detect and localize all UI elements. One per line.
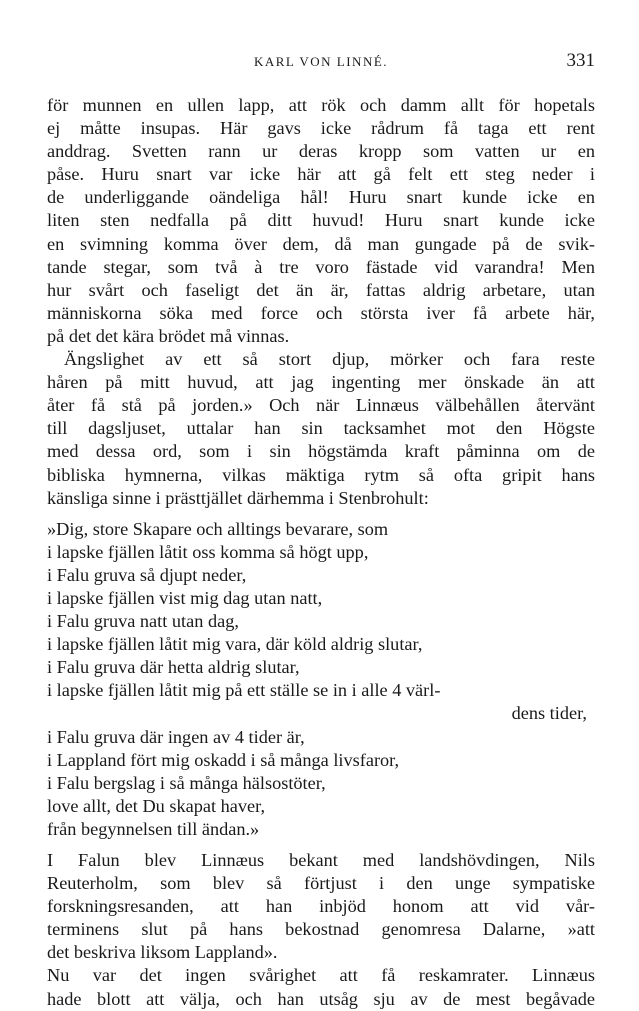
text-line: det beskriva liksom Lappland».	[47, 942, 278, 963]
paragraph-3	[47, 849, 595, 964]
text-line: på det det kära brödet må vinnas.	[47, 325, 290, 346]
text-line: till dagsljuset, uttalar han sin tacksamhet mot den Högste	[47, 418, 595, 439]
verse-line: i lapske fjällen låtit oss komma så högt upp,	[47, 541, 369, 562]
verse-line: i Falu gruva natt utan dag,	[47, 611, 239, 632]
text-line: forskningsresanden, att han inbjöd honom att vid vår-	[47, 896, 595, 917]
text-line: de underliggande oändeliga hål! Huru snart kunde icke en	[47, 187, 595, 208]
text-line: terminens slut på hans bekostnad genomresa Dalarne, »att	[47, 919, 595, 940]
text-line: liten sten nedfalla på ditt huvud! Huru snart kunde icke	[47, 210, 595, 231]
text-line: håren på mitt huvud, att jag ingenting mer önskade än att	[47, 372, 595, 393]
verse-line: i lapske fjällen låtit mig vara, där köld aldrig slutar,	[47, 634, 423, 655]
verse-line: i lapske fjällen låtit mig på ett ställe se in i alle 4 värl-	[47, 680, 441, 701]
page-number: 331	[566, 50, 595, 71]
text-line: påse. Huru snart var icke här att gå felt ett steg neder i	[47, 164, 595, 185]
text-line: hur svårt och faseligt det än är, fattas aldrig arbetare, utan	[47, 279, 595, 300]
paragraph-2	[47, 348, 595, 510]
paragraph-4	[47, 964, 595, 1010]
verse-line: »Dig, store Skapare och alltings bevarare, som	[47, 518, 389, 539]
text-line: människorna söka med force och största iver få arbete här,	[47, 302, 595, 323]
text-line: känsliga sinne i prästtjället därhemma i Stenbrohult:	[47, 487, 429, 508]
text-line: med dessa ord, som i sin högstämda kraft påminna om de	[47, 441, 595, 462]
verse-line: i Falu bergslag i så många hälsostöter,	[47, 772, 326, 793]
paragraph-1	[47, 94, 595, 348]
verse-line: love allt, det Du skapat haver,	[47, 795, 266, 816]
text-line: I Falun blev Linnæus bekant med landshövdingen, Nils	[47, 850, 595, 870]
verse-line: i Falu gruva så djupt neder,	[47, 564, 247, 585]
text-line: åter få stå på jorden.» Och när Linnæus välbehållen återvänt	[47, 395, 595, 416]
text-line: tande stegar, som två à tre voro fästade vid varandra! Men	[47, 256, 595, 277]
text-line: bibliska hymnerna, vilkas mäktiga rytm så ofta gripit hans	[47, 464, 595, 485]
text-line: Nu var det ingen svårighet att få reskamrater. Linnæus	[47, 965, 595, 986]
verse-line-continuation: dens tider,	[511, 703, 587, 724]
text-line: Ängslighet av ett så stort djup, mörker och fara reste	[64, 349, 595, 370]
running-head: KARL VON LINNÉ.	[253, 54, 389, 69]
text-line: hade blott att välja, och han utsåg sju av de mest begåvade	[47, 988, 595, 1009]
verse-line: i Falu gruva där ingen av 4 tider är,	[47, 726, 305, 747]
text-line: anddrag. Svetten rann ur deras kropp som vatten ur en	[47, 141, 595, 162]
verse-line: i lapske fjällen vist mig dag utan natt,	[47, 587, 323, 608]
verse-line: i Falu gruva där hetta aldrig slutar,	[47, 657, 300, 678]
page-body	[47, 94, 595, 1011]
text-line: en svimning komma över dem, då man gungade på de svik-	[47, 233, 595, 254]
text-line: för munnen en ullen lapp, att rök och damm allt för hopetals	[47, 95, 595, 115]
text-line: ej måtte insupas. Här gavs icke rådrum få taga ett rent	[47, 118, 595, 139]
verse-block	[47, 510, 595, 849]
page-header	[47, 50, 595, 76]
verse-line: i Lappland fört mig oskadd i så många livsfaror,	[47, 749, 400, 770]
text-line: Reuterholm, som blev så förtjust i den unge sympatiske	[47, 873, 595, 894]
verse-line: från begynnelsen till ändan.»	[47, 818, 260, 839]
